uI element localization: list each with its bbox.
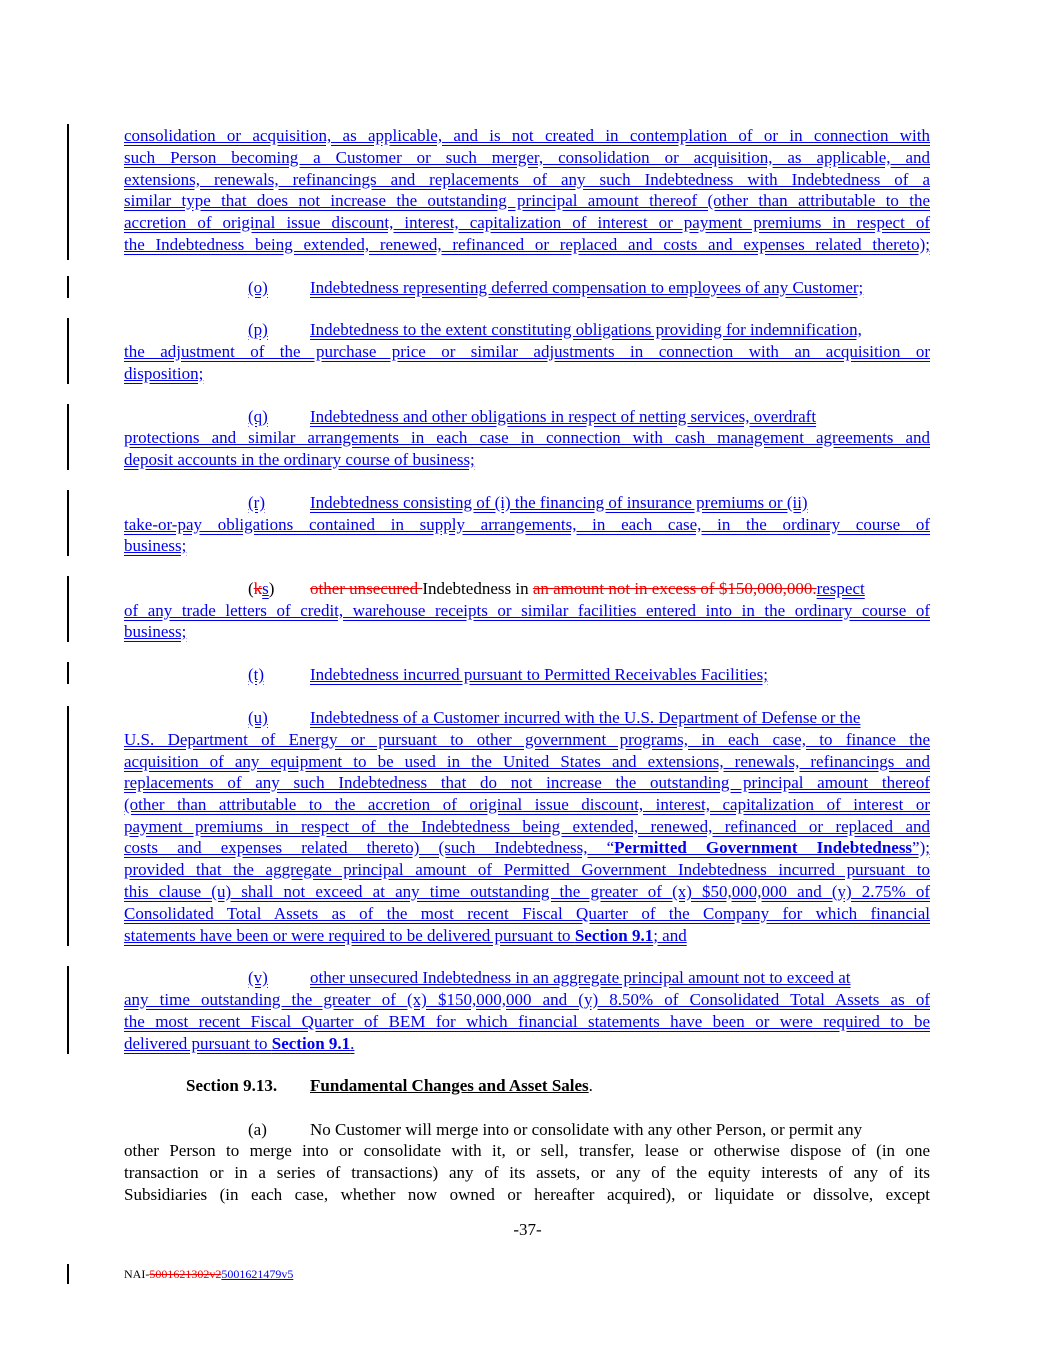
text-line: any time outstanding the greater of (x) $150,000,000 and (y) 8.50% of Consolidated Total Assets as of <box>124 990 930 1009</box>
text-line <box>248 407 930 427</box>
inserted-document-id: 5001621479v5 <box>221 1267 294 1281</box>
clause-label: (v) <box>248 968 268 987</box>
text-line: of any trade letters of credit, warehouse receipts or similar facilities entered into in the ordinary course of <box>124 601 930 620</box>
text-line: protections and similar arrangements in each case in connection with cash management agreements and <box>124 428 930 447</box>
clause-label: (o) <box>248 278 268 297</box>
clause-text: Indebtedness consisting of (i) the financing of insurance premiums or (ii) <box>310 493 808 512</box>
text-line: such Person becoming a Customer or such merger, consolidation or acquisition, as applicable, and <box>124 148 930 167</box>
clause-text: No Customer will merge into or consolidate with any other Person, or permit any <box>310 1120 863 1139</box>
clause-label: (u) <box>248 708 268 727</box>
clause-text: Indebtedness representing deferred compensation to employees of any Customer; <box>310 278 864 297</box>
inserted-label: s <box>262 579 269 598</box>
deleted-text: other unsecured <box>310 579 423 598</box>
text-line: similar type that does not increase the outstanding principal amount thereof (other than attributable to the <box>124 191 930 210</box>
text-line: the most recent Fiscal Quarter of BEM for which financial statements have been or were required to be <box>124 1012 930 1031</box>
text-line: take-or-pay obligations contained in supply arrangements, in each case, in the ordinary course of <box>124 515 930 534</box>
text-line: consolidation or acquisition, as applicable, and is not created in contemplation of or in connection with <box>124 126 930 145</box>
text-line: the adjustment of the purchase price or similar adjustments in connection with an acquisition or <box>124 342 930 361</box>
footer-prefix: NAI- <box>124 1267 150 1281</box>
change-bar-n <box>67 124 69 260</box>
clause-label: (a) <box>248 1120 267 1139</box>
clause-text: deposit accounts in the ordinary course of business; <box>124 450 475 469</box>
defined-term: Permitted Government Indebtedness <box>614 838 913 857</box>
text-line <box>248 320 930 340</box>
text-line: transaction or in a series of transactions) any of its assets, or any of the equity interests of any of its <box>124 1163 930 1182</box>
page-number: -37- <box>513 1220 542 1239</box>
text-line: other Person to merge into or consolidate with it, or sell, transfer, lease or otherwise dispose of (in one <box>124 1141 930 1160</box>
clause-text: Indebtedness and other obligations in respect of netting services, overdraft <box>310 407 817 426</box>
section-reference: Section 9.1 <box>574 926 654 945</box>
text-line: provided that the aggregate principal amount of Permitted Government Indebtedness incurred pursuant to <box>124 860 930 879</box>
label-paren: ( <box>248 579 254 598</box>
clause-text: business; <box>124 622 187 641</box>
clause-text: disposition; <box>124 364 204 383</box>
change-bar-u <box>67 706 69 946</box>
change-bar-o <box>67 276 69 298</box>
section-title-end: . <box>588 1076 593 1095</box>
label-paren: ) <box>268 579 275 598</box>
change-bar-v <box>67 966 69 1054</box>
text-line <box>248 579 930 599</box>
clause-label: (p) <box>248 320 268 339</box>
clause-label <box>248 579 310 599</box>
deleted-text: an amount not in excess of $150,000,000. <box>532 579 817 598</box>
text-line <box>248 1120 930 1140</box>
section-number: Section 9.13. <box>186 1076 278 1095</box>
clause-text: . <box>350 1034 355 1053</box>
text-line <box>248 278 930 298</box>
text-line <box>124 926 930 946</box>
text-line: payment premiums in respect of the Indebtedness being extended, renewed, refinanced or replaced and <box>124 817 930 836</box>
text-line <box>124 838 930 858</box>
text-line: Subsidiaries (in each case, whether now owned or hereafter acquired), or liquidate or dissolve, except <box>124 1185 930 1204</box>
change-bar-s <box>67 576 69 642</box>
change-bar-t <box>67 662 69 684</box>
clause-label: (q) <box>248 407 268 426</box>
clause-text: business; <box>124 536 187 555</box>
clause-text: Indebtedness in <box>422 579 533 598</box>
text-line <box>248 708 930 728</box>
clause-text: delivered pursuant to <box>124 1034 272 1053</box>
clause-text: Indebtedness to the extent constituting obligations providing for indemnification, <box>310 320 862 339</box>
text-line <box>248 968 930 988</box>
text-line <box>124 450 930 470</box>
change-bar-p <box>67 318 69 384</box>
text-line: (other than attributable to the accretion of original issue discount, interest, capitalization of interest or <box>124 795 930 814</box>
text-line <box>124 622 930 642</box>
deleted-label: k <box>253 579 263 598</box>
text-line: U.S. Department of Energy or pursuant to other government programs, in each case, to finance the <box>124 730 930 749</box>
clause-label: (r) <box>248 493 265 512</box>
change-bar-r <box>67 490 69 556</box>
clause-text: statements have been or were required to be delivered pursuant to <box>124 926 575 945</box>
text-line <box>124 1034 930 1054</box>
clause-text: ”); <box>912 838 930 857</box>
section-title: Fundamental Changes and Asset Sales <box>310 1076 589 1095</box>
text-line: replacements of any such Indebtedness that do not increase the outstanding principal amount thereof <box>124 773 930 792</box>
document-id-footer <box>124 1266 293 1282</box>
inserted-text: respect <box>816 579 865 598</box>
text-line <box>248 493 930 513</box>
clause-text: ; and <box>653 926 687 945</box>
text-line: this clause (u) shall not exceed at any time outstanding the greater of (x) $50,000,000 and (y) 2.75% of <box>124 882 930 901</box>
text-line: acquisition of any equipment to be used in the United States and extensions, renewals, refinancings and <box>124 752 930 771</box>
change-bar-q <box>67 404 69 470</box>
clause-text: Indebtedness of a Customer incurred with the U.S. Department of Defense or the <box>310 708 861 727</box>
text-line: extensions, renewals, refinancings and replacements of any such Indebtedness with Indebtedness of a <box>124 170 930 189</box>
text-line <box>124 364 930 384</box>
text-line: accretion of original issue discount, interest, capitalization of interest or payment premiums in respect of <box>124 213 930 232</box>
text-line: Consolidated Total Assets as of the most recent Fiscal Quarter of the Company for which financial <box>124 904 930 923</box>
clause-text: costs and expenses related thereto) (such Indebtedness, “ <box>124 838 615 857</box>
text-line <box>248 665 930 685</box>
clause-text: Indebtedness incurred pursuant to Permitted Receivables Facilities; <box>310 665 768 684</box>
deleted-document-id: 5001621302v2 <box>149 1267 222 1281</box>
section-reference: Section 9.1 <box>271 1034 351 1053</box>
text-line <box>124 536 930 556</box>
change-bar-footer <box>67 1264 69 1284</box>
clause-text: other unsecured Indebtedness in an aggregate principal amount not to exceed at <box>310 968 851 987</box>
clause-label: (t) <box>248 665 265 684</box>
section-heading <box>186 1076 886 1096</box>
text-line: the Indebtedness being extended, renewed, refinanced or replaced and costs and expenses related thereto); <box>124 235 930 254</box>
